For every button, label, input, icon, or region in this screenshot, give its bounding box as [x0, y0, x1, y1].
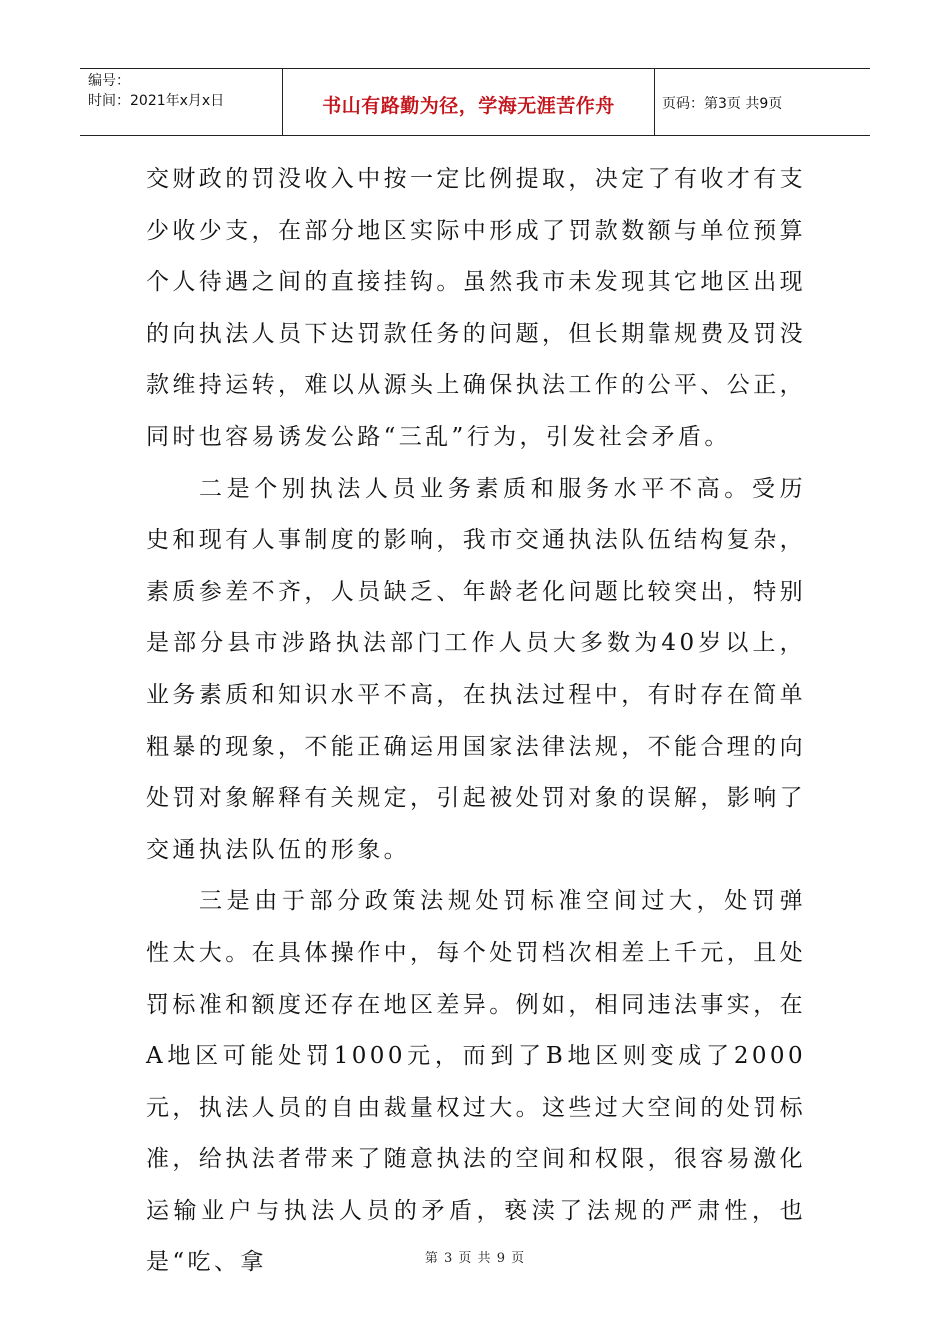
paragraph-continuation: 交财政的罚没收入中按一定比例提取，决定了有收才有支少收少支，在部分地区实际中形成了罚款数额与单位预算个人待遇之间的直接挂钩。虽然我市未发现其它地区出现的向执法人员下达罚款任务的问题，但长期靠规费及罚没款维持运转，难以从源头上确保执法工作的公平、公正，同时也容易诱发公路“三乱”行为，引发社会矛盾。 — [146, 166, 806, 450]
document-header — [80, 68, 870, 136]
motto-text: 书山有路勤为径，学海无涯苦作舟 — [322, 94, 615, 117]
document-body — [146, 154, 806, 1289]
page-footer: 第 3 页 共 9 页 — [424, 1251, 526, 1266]
header-meta-cell — [80, 69, 283, 135]
header-page-info: 页码：第3页 共9页 — [662, 96, 783, 112]
paragraph-penalty-standards: 三是由于部分政策法规处罚标准空间过大，处罚弹性太大。在具体操作中，每个处罚档次相差上千元，且处罚标准和额度还存在地区差异。例如，相同违法事实，在A地区可能处罚1000元，而到了B地区则变成了2000元，执法人员的自由裁量权过大。这些过大空间的处罚标准，给执法者带来了随意执法的空间和权限，很容易激化运输业户与执法人员的矛盾，亵渎了法规的严肃性，也是“吃、拿 — [146, 888, 806, 1276]
header-motto-cell — [283, 69, 655, 135]
paragraph-staff-quality: 二是个别执法人员业务素质和服务水平不高。受历史和现有人事制度的影响，我市交通执法队伍结构复杂，素质参差不齐，人员缺乏、年龄老化问题比较突出，特别是部分县市涉路执法部门工作人员大多数为40岁以上，业务素质和知识水平不高，在执法过程中，有时存在简单粗暴的现象，不能正确运用国家法律法规，不能合理的向处罚对象解释有关规定，引起被处罚对象的误解，影响了交通执法队伍的形象。 — [146, 475, 806, 863]
date-label: 时间：2021年x月x日 — [88, 93, 225, 109]
serial-number-label: 编号： — [88, 73, 130, 89]
header-page-cell — [655, 69, 870, 135]
